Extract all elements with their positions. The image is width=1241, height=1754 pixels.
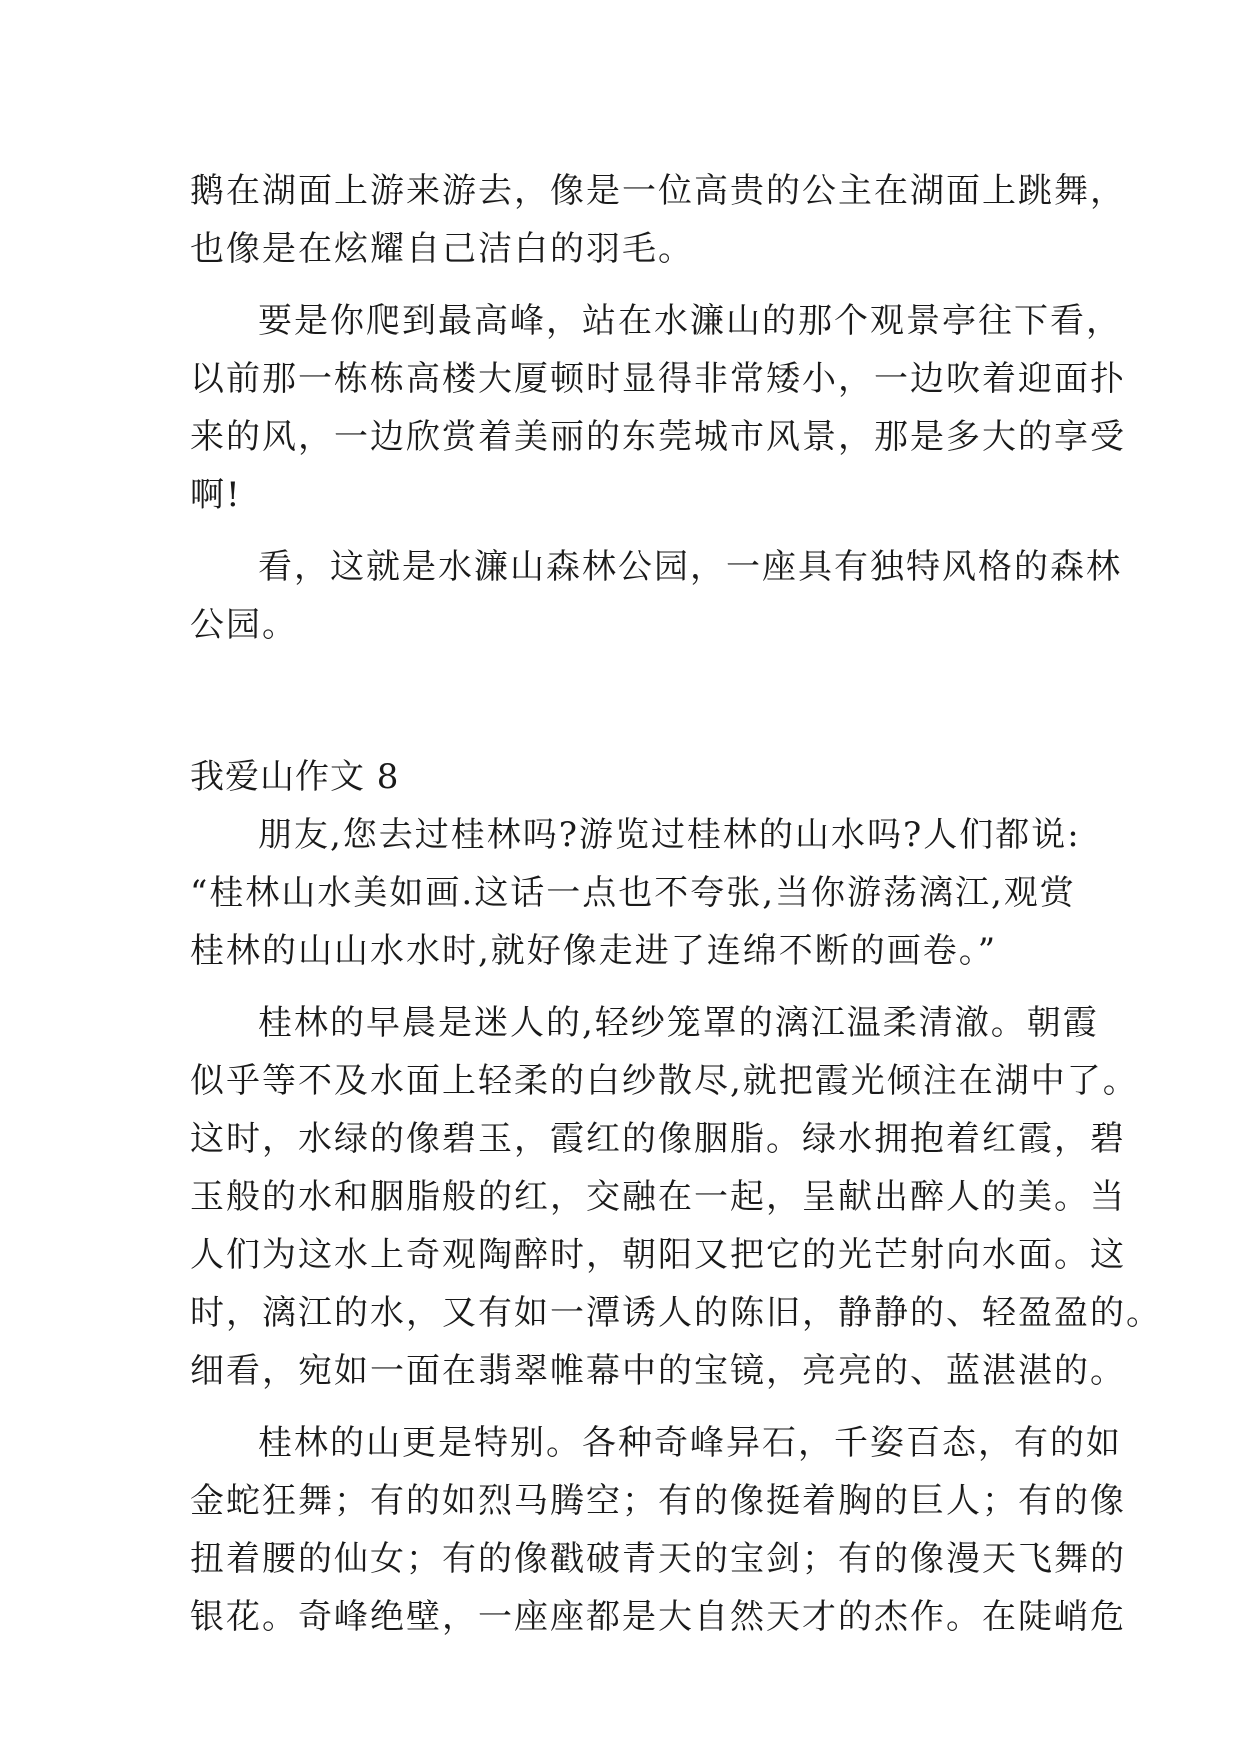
text-line: 朋友,您去过桂林吗?游览过桂林的山水吗?人们都说: [258, 815, 1081, 855]
text-line: 也像是在炫耀自己洁白的羽毛。 [190, 229, 694, 269]
text-line: 桂林的山更是特别。各种奇峰异石，千姿百态，有的如 [258, 1423, 1122, 1463]
text-line: 桂林的山山水水时,就好像走进了连绵不断的画卷。” [190, 931, 998, 971]
text-line: 啊! [190, 475, 242, 515]
paragraph [190, 162, 1126, 278]
text-line: 这时，水绿的像碧玉，霞红的像胭脂。绿水拥抱着红霞，碧 [190, 1119, 1126, 1159]
text-line: 扭着腰的仙女；有的像戳破青天的宝剑；有的像漫天飞舞的 [190, 1539, 1126, 1579]
text-line: 时，漓江的水，又有如一潭诱人的陈旧，静静的、轻盈盈的。 [190, 1293, 1162, 1333]
text-line: 人们为这水上奇观陶醉时，朝阳又把它的光芒射向水面。这 [190, 1235, 1126, 1275]
paragraph [190, 806, 1085, 980]
text-line: 以前那一栋栋高楼大厦顿时显得非常矮小，一边吹着迎面扑 [190, 359, 1126, 399]
text-line: “桂林山水美如画.这话一点也不夸张,当你游荡漓江,观赏 [190, 873, 1076, 913]
text-line: 来的风，一边欣赏着美丽的东莞城市风景，那是多大的享受 [190, 417, 1126, 457]
text-line: 鹅在湖面上游来游去，像是一位高贵的公主在湖面上跳舞， [190, 171, 1126, 211]
paragraph [190, 994, 1162, 1400]
paragraph [190, 1414, 1126, 1646]
text-line: 玉般的水和胭脂般的红，交融在一起，呈献出醉人的美。当 [190, 1177, 1126, 1217]
section-title: 我爱山作文 8 [190, 757, 400, 797]
text-line: 金蛇狂舞；有的如烈马腾空；有的像挺着胸的巨人；有的像 [190, 1481, 1126, 1521]
paragraph [190, 292, 1126, 524]
text-line: 似乎等不及水面上轻柔的白纱散尽,就把霞光倾注在湖中了。 [190, 1061, 1139, 1101]
text-line: 公园。 [190, 605, 298, 645]
text-line: 桂林的早晨是迷人的,轻纱笼罩的漓江温柔清澈。朝霞 [258, 1003, 1099, 1043]
text-line: 细看，宛如一面在翡翠帷幕中的宝镜，亮亮的、蓝湛湛的。 [190, 1351, 1126, 1391]
text-line: 银花。奇峰绝壁，一座座都是大自然天才的杰作。在陡峭危 [190, 1597, 1126, 1637]
text-line: 要是你爬到最高峰，站在水濂山的那个观景亭往下看， [258, 301, 1122, 341]
document-body [190, 162, 1162, 1646]
paragraph [190, 538, 1122, 654]
text-line: 看，这就是水濂山森林公园，一座具有独特风格的森林 [258, 547, 1122, 587]
